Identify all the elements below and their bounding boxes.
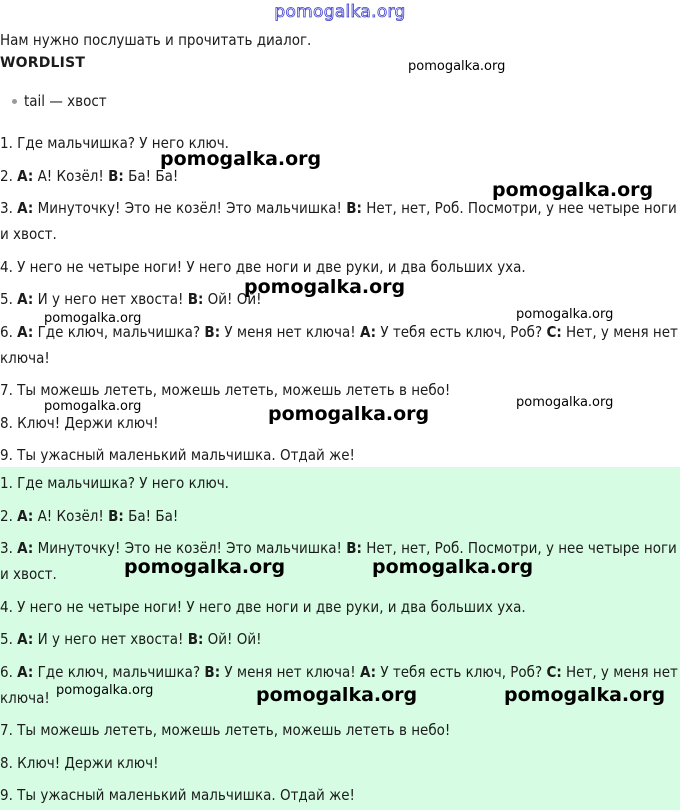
watermark: pomogalka.org bbox=[256, 684, 418, 706]
bullet-icon bbox=[12, 99, 17, 104]
dialogue-line-5: 5. A: И у него нет хвоста! B: Ой! Ой! bbox=[0, 290, 262, 308]
dialogue-line-1: 1. Где мальчишка? У него ключ. bbox=[0, 134, 229, 152]
wordlist-title: WORDLIST bbox=[0, 55, 86, 71]
dialogue-line-4: 4. У него не четыре ноги! У него две ноги и две руки, и два больших уха. bbox=[0, 257, 526, 276]
dialogue-line-3: 3. A: Минуточку! Это не козёл! Это мальчишка! B: Нет, нет, Роб. Посмотри, у нее четыре ноги и хвост. bbox=[0, 539, 677, 583]
dialogue-line-3: 3. A: Минуточку! Это не козёл! Это мальчишка! B: Нет, нет, Роб. Посмотри, у нее четыре ноги и хвост. bbox=[0, 199, 677, 243]
dialogue-line-7: 7. Ты можешь лететь, можешь лететь, можешь лететь в небо! bbox=[0, 381, 451, 399]
watermark: pomogalka.org bbox=[44, 311, 142, 326]
watermark: pomogalka.org bbox=[492, 179, 654, 201]
watermark: pomogalka.org bbox=[44, 399, 142, 414]
wordlist-item: tail — хвост bbox=[0, 84, 300, 118]
dialogue-line-9: 9. Ты ужасный маленький мальчишка. Отдай же! bbox=[0, 786, 355, 804]
dialogue-highlighted bbox=[0, 467, 680, 810]
watermark: pomogalka.org bbox=[56, 683, 154, 698]
watermark: pomogalka.org bbox=[516, 307, 614, 322]
dialogue-line-6: 6. A: Где ключ, мальчишка? B: У меня нет ключа! A: У тебя есть ключ, Роб? C: Нет, у меня нет ключа! bbox=[0, 662, 678, 707]
dialogue-line-8: 8. Ключ! Держи ключ! bbox=[0, 413, 159, 432]
watermark: pomogalka.org bbox=[124, 556, 286, 578]
dialogue-line-7: 7. Ты можешь лететь, можешь лететь, можешь лететь в небо! bbox=[0, 721, 451, 739]
dialogue-line-8: 8. Ключ! Держи ключ! bbox=[0, 753, 159, 772]
site-logo[interactable]: pomogalka.org bbox=[274, 2, 406, 22]
dialogue-line-9: 9. Ты ужасный маленький мальчишка. Отдай же! bbox=[0, 446, 355, 464]
wordlist bbox=[0, 84, 300, 127]
dialogue-line-4: 4. У него не четыре ноги! У него две ноги и две руки, и два больших уха. bbox=[0, 597, 526, 616]
dialogue-line-1: 1. Где мальчишка? У него ключ. bbox=[0, 474, 229, 492]
watermark: pomogalka.org bbox=[160, 148, 322, 170]
dialogue-line-2: 2. A: А! Козёл! B: Ба! Ба! bbox=[0, 166, 179, 185]
watermark: pomogalka.org bbox=[372, 556, 534, 578]
dialogue-line-6: 6. A: Где ключ, мальчишка? B: У меня нет ключа! A: У тебя есть ключ, Роб? C: Нет, у меня нет ключа! bbox=[0, 322, 678, 367]
intro-text: Нам нужно послушать и прочитать диалог. bbox=[0, 31, 312, 49]
wordlist-item bbox=[0, 118, 300, 127]
watermark: pomogalka.org bbox=[244, 276, 406, 298]
dialogue-line-5: 5. A: И у него нет хвоста! B: Ой! Ой! bbox=[0, 630, 262, 648]
watermark: pomogalka.org bbox=[268, 403, 430, 425]
dialogue-line-2: 2. A: А! Козёл! B: Ба! Ба! bbox=[0, 506, 179, 525]
watermark: pomogalka.org bbox=[504, 684, 666, 706]
watermark: pomogalka.org bbox=[408, 59, 506, 74]
watermark: pomogalka.org bbox=[516, 395, 614, 410]
